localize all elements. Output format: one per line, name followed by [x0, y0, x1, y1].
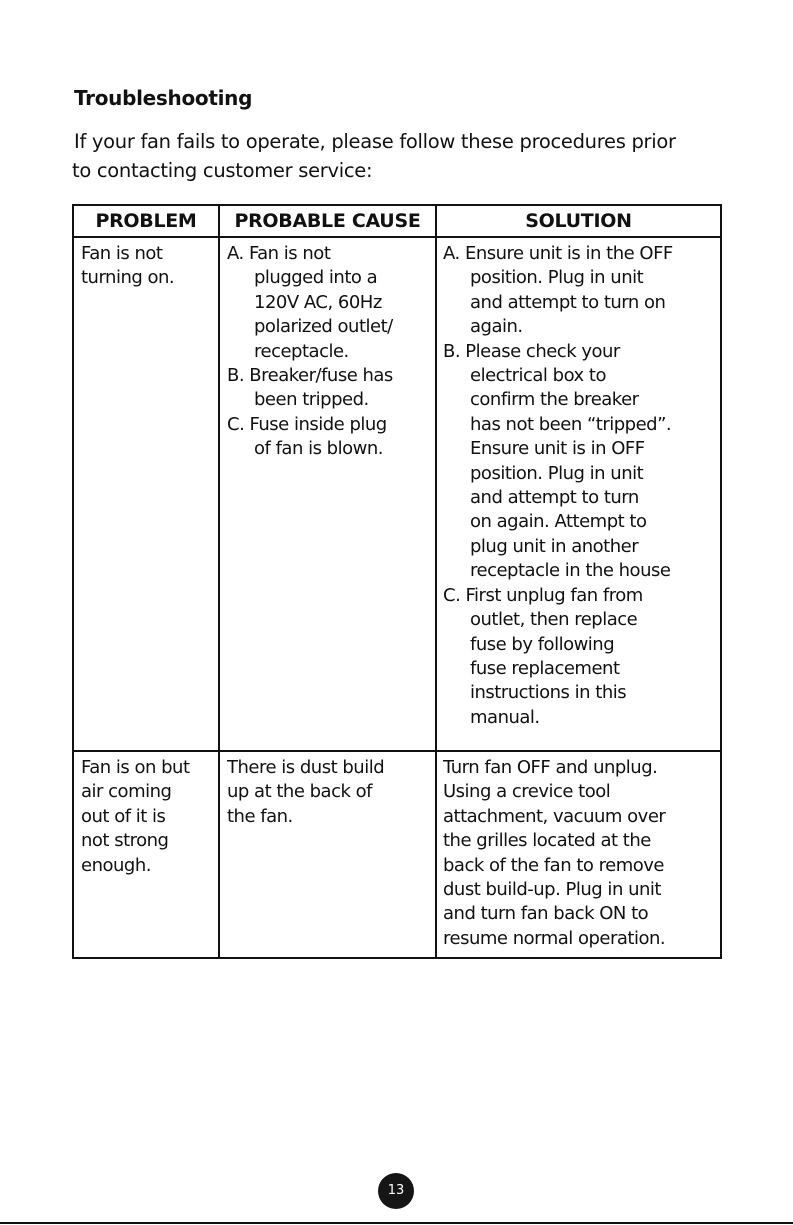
text-line: confirm the breaker — [470, 389, 639, 411]
text-line: A. Fan is not — [227, 243, 331, 264]
bottom-divider — [0, 1222, 793, 1224]
text-line: dust build-up. Plug in unit — [443, 879, 661, 901]
text-line: and attempt to turn — [470, 487, 639, 509]
text-line: receptacle. — [254, 340, 349, 362]
problem-cell — [73, 237, 219, 751]
text-line: Fan is not — [81, 243, 163, 264]
header-solution: SOLUTION — [436, 205, 721, 237]
text-line: manual. — [470, 706, 540, 728]
cause-item-b — [227, 364, 431, 413]
text-line: Ensure unit is in OFF — [470, 438, 645, 460]
solution-item-c — [443, 584, 719, 730]
text-line: not strong — [81, 830, 169, 852]
intro-paragraph — [72, 127, 732, 185]
text-line: outlet, then replace — [470, 609, 638, 631]
table-row — [73, 237, 721, 751]
text-line: electrical box to — [470, 365, 606, 387]
text-line: fuse replacement — [470, 657, 620, 679]
cause-item-a — [227, 242, 431, 364]
text-line: on again. Attempt to — [470, 511, 647, 533]
text-line: Fan is on but — [81, 757, 190, 778]
text-line: Turn fan OFF and unplug. — [443, 757, 658, 778]
text-line: Using a crevice tool — [443, 781, 611, 803]
text-line: out of it is — [81, 805, 166, 827]
text-line: plug unit in another — [470, 535, 639, 557]
text-line: again. — [470, 316, 523, 338]
solution-item-b — [443, 340, 719, 584]
text-line: the fan. — [227, 805, 293, 827]
intro-line: If your fan fails to operate, please follow these procedures prior — [74, 130, 676, 153]
header-problem: PROBLEM — [73, 205, 219, 237]
text-line: enough. — [81, 854, 151, 876]
text-line: resume normal operation. — [443, 927, 666, 949]
text-line: plugged into a — [254, 267, 378, 289]
text-line: the grilles located at the — [443, 830, 651, 852]
text-line: been tripped. — [254, 389, 369, 411]
text-line: B. Breaker/fuse has — [227, 365, 393, 387]
text-line: of fan is blown. — [254, 438, 383, 460]
troubleshooting-table — [72, 204, 722, 959]
intro-line: to contacting customer service: — [72, 159, 373, 182]
text-line: turning on. — [81, 267, 175, 289]
text-line: position. Plug in unit — [470, 267, 644, 289]
text-line: polarized outlet/ — [254, 316, 393, 338]
text-line: There is dust build — [227, 757, 385, 778]
header-probable-cause: PROBABLE CAUSE — [219, 205, 436, 237]
text-line: 120V AC, 60Hz — [254, 291, 382, 313]
solution-cell — [436, 237, 721, 751]
text-line: attachment, vacuum over — [443, 805, 666, 827]
problem-cell — [73, 751, 219, 958]
cause-cell — [219, 237, 436, 751]
text-line: B. Please check your — [443, 340, 620, 362]
solution-cell — [436, 751, 721, 958]
text-line: back of the fan to remove — [443, 854, 664, 876]
text-line: A. Ensure unit is in the OFF — [443, 243, 673, 264]
text-line: C. First unplug fan from — [443, 584, 643, 606]
text-line: and turn fan back ON to — [443, 903, 649, 925]
text-line: has not been “tripped”. — [470, 413, 672, 435]
cause-cell — [219, 751, 436, 958]
text-line: receptacle in the house — [470, 560, 671, 582]
text-line: air coming — [81, 781, 172, 803]
text-line: up at the back of — [227, 781, 372, 803]
text-line: fuse by following — [470, 633, 615, 655]
text-line: instructions in this — [470, 682, 627, 704]
cause-item-c — [227, 413, 431, 462]
text-line: position. Plug in unit — [470, 462, 644, 484]
page-number-badge: 13 — [378, 1173, 414, 1209]
solution-item-a — [443, 242, 719, 340]
text-line: and attempt to turn on — [470, 291, 666, 313]
text-line: C. Fuse inside plug — [227, 413, 387, 435]
table-row — [73, 751, 721, 958]
table-header-row — [73, 205, 721, 237]
page-title: Troubleshooting — [74, 86, 253, 110]
